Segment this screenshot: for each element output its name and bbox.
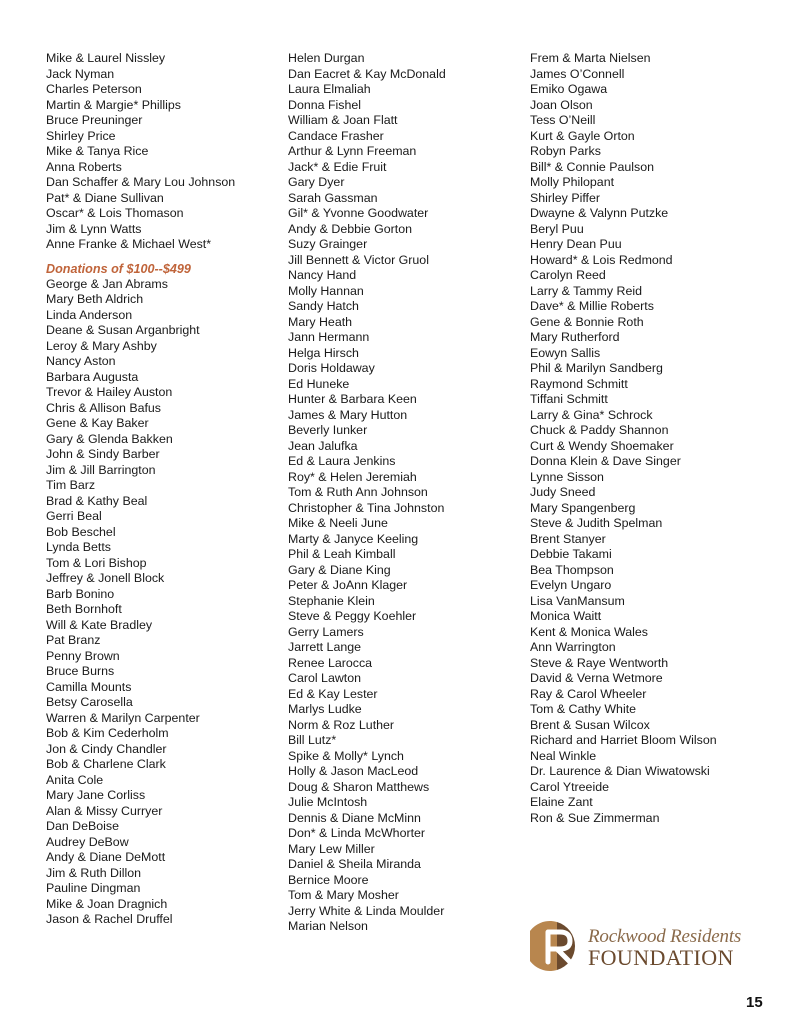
donor-name: Deane & Susan Arganbright: [46, 323, 200, 337]
donor-name: Mary Rutherford: [530, 330, 620, 344]
donor-list-continued: [46, 51, 235, 253]
donor-name: Gene & Kay Baker: [46, 416, 149, 430]
donor-name: Emiko Ogawa: [530, 82, 608, 96]
donor-name: Beverly Iunker: [288, 423, 368, 437]
donor-name: Gerri Beal: [46, 509, 102, 523]
donor-name: Gerry Lamers: [288, 624, 364, 639]
donor-name: Anita Cole: [46, 772, 104, 787]
donor-name: Larry & Tammy Reid: [530, 283, 643, 298]
donor-name: Debbie Takami: [530, 547, 612, 561]
donor-name: Warren & Marilyn Carpenter: [46, 710, 200, 725]
donor-name: Brad & Kathy Beal: [46, 493, 148, 508]
donor-name: Tom & Lori Bishop: [46, 555, 147, 570]
donor-name: Shirley Piffer: [530, 190, 601, 205]
donor-name: Chris & Allison Bafus: [46, 400, 162, 415]
donor-name: Audrey DeBow: [46, 834, 129, 849]
donor-name: William & Joan Flatt: [288, 113, 398, 127]
donor-column-3: [530, 51, 717, 826]
donor-name: Joan Olson: [530, 97, 593, 112]
donor-name: Peter & JoAnn Klager: [288, 578, 408, 592]
donor-name: Jill Bennett & Victor Gruol: [288, 252, 429, 267]
donor-column-2: [288, 51, 446, 935]
donor-name: Donna Klein & Dave Singer: [530, 454, 681, 468]
donor-name: Ray & Carol Wheeler: [530, 686, 647, 701]
donor-name: Anna Roberts: [46, 159, 122, 174]
donor-name: Richard and Harriet Bloom Wilson: [530, 733, 717, 747]
donor-name: Judy Sneed: [530, 485, 596, 499]
donor-name: Bob & Charlene Clark: [46, 757, 166, 771]
donor-name: Curt & Wendy Shoemaker: [530, 438, 674, 453]
donor-name: Renee Larocca: [288, 655, 373, 670]
donor-name: Phil & Marilyn Sandberg: [530, 361, 663, 375]
donor-name: Jann Hermann: [288, 330, 370, 344]
donor-name: Brent & Susan Wilcox: [530, 717, 650, 732]
donor-name: Carol Ytreeide: [530, 779, 609, 794]
donor-name: Laura Elmaliah: [288, 82, 371, 96]
donor-name: Gary Dyer: [288, 175, 345, 189]
donor-name: Tom & Cathy White: [530, 702, 637, 716]
donor-name: Bruce Preuninger: [46, 113, 143, 127]
donor-name: James O’Connell: [530, 66, 625, 81]
donor-name: Marian Nelson: [288, 919, 368, 933]
donor-name: Jim & Lynn Watts: [46, 221, 142, 236]
donor-list-100-499: [46, 277, 235, 928]
donor-name: Dan Eacret & Kay McDonald: [288, 66, 446, 81]
donor-name: Evelyn Ungaro: [530, 578, 612, 592]
donor-name: Anne Franke & Michael West*: [46, 237, 212, 251]
donor-name: Leroy & Mary Ashby: [46, 338, 157, 353]
donor-name: Gary & Glenda Bakken: [46, 431, 173, 446]
donor-name: Ann Warrington: [530, 640, 616, 654]
donor-name: Andy & Diane DeMott: [46, 850, 166, 864]
donor-name: Kent & Monica Wales: [530, 624, 648, 639]
donor-name: Ed Huneke: [288, 376, 350, 391]
donor-name: Jon & Cindy Chandler: [46, 741, 167, 756]
donor-name: Steve & Raye Wentworth: [530, 655, 669, 670]
donor-name: Doug & Sharon Matthews: [288, 779, 430, 794]
donor-name: Martin & Margie* Phillips: [46, 97, 181, 112]
foundation-logo: [528, 918, 758, 974]
donor-name: Nancy Aston: [46, 354, 116, 368]
donor-name: Phil & Leah Kimball: [288, 547, 396, 561]
donor-name: Jason & Rachel Druffel: [46, 912, 173, 926]
donor-name: Tom & Mary Mosher: [288, 888, 399, 902]
donor-name: Julie McIntosh: [288, 795, 368, 809]
donor-name: Jeffrey & Jonell Block: [46, 571, 165, 585]
donor-name: Spike & Molly* Lynch: [288, 748, 404, 763]
donor-name: Henry Dean Puu: [530, 237, 622, 251]
donor-name: Elaine Zant: [530, 795, 593, 809]
logo-text-line1: Rockwood Residents: [588, 926, 742, 947]
donor-name: Suzy Grainger: [288, 237, 368, 251]
donor-name: Mary Beth Aldrich: [46, 292, 144, 306]
donor-name: Ron & Sue Zimmerman: [530, 810, 660, 825]
donor-name: Betsy Carosella: [46, 695, 133, 709]
donor-name: Shirley Price: [46, 128, 116, 143]
donor-name: Tim Barz: [46, 478, 96, 492]
donor-name: Norm & Roz Luther: [288, 717, 395, 732]
donor-name: Charles Peterson: [46, 82, 142, 96]
donor-name: Helga Hirsch: [288, 345, 359, 360]
donor-name: Steve & Judith Spelman: [530, 516, 663, 530]
donor-name: Brent Stanyer: [530, 531, 606, 546]
donor-name: Bea Thompson: [530, 562, 614, 577]
donor-name: Mary Lew Miller: [288, 841, 375, 856]
donor-name: Bernice Moore: [288, 872, 369, 887]
donor-name: Pauline Dingman: [46, 881, 141, 895]
donor-name: Steve & Peggy Koehler: [288, 609, 417, 623]
donor-name: Kurt & Gayle Orton: [530, 128, 635, 143]
donor-name: Jim & Ruth Dillon: [46, 865, 142, 880]
donor-name: Ed & Laura Jenkins: [288, 454, 396, 468]
donor-name: Jarrett Lange: [288, 640, 362, 654]
donor-name: James & Mary Hutton: [288, 407, 408, 422]
donor-name: Marlys Ludke: [288, 702, 362, 716]
donor-name: Dan DeBoise: [46, 819, 120, 833]
donor-name: Lynne Sisson: [530, 469, 604, 484]
donor-name: Daniel & Sheila Miranda: [288, 857, 421, 871]
donor-name: Tom & Ruth Ann Johnson: [288, 485, 428, 499]
donor-name: Roy* & Helen Jeremiah: [288, 469, 417, 484]
donor-name: Sandy Hatch: [288, 299, 359, 313]
donor-name: Pat* & Diane Sullivan: [46, 190, 164, 205]
donor-name: Bruce Burns: [46, 664, 115, 678]
donor-name: Dave* & Millie Roberts: [530, 299, 654, 313]
donor-name: Larry & Gina* Schrock: [530, 407, 653, 422]
donor-name: Nancy Hand: [288, 268, 357, 282]
donor-name: Jean Jalufka: [288, 438, 358, 453]
donor-name: Alan & Missy Curryer: [46, 803, 163, 818]
donor-name: Ed & Kay Lester: [288, 686, 378, 701]
donor-name: Hunter & Barbara Keen: [288, 392, 417, 406]
donor-name: Eowyn Sallis: [530, 345, 601, 360]
donor-name: Jerry White & Linda Moulder: [288, 903, 445, 918]
section-heading-100-499: Donations of $100--$499: [46, 261, 191, 276]
donor-name: Dwayne & Valynn Putzke: [530, 206, 669, 220]
logo-text-line2: FOUNDATION: [588, 945, 734, 970]
donor-name: Tiffani Schmitt: [530, 392, 608, 406]
donor-name: Helen Durgan: [288, 51, 365, 65]
donor-name: Lynda Betts: [46, 540, 111, 554]
donor-name: Will & Kate Bradley: [46, 617, 153, 632]
donor-name: George & Jan Abrams: [46, 276, 168, 291]
donor-name: Doris Holdaway: [288, 361, 375, 375]
donor-column-1: [46, 51, 235, 928]
donor-name: Gary & Diane King: [288, 562, 391, 577]
donor-name: Camilla Mounts: [46, 679, 132, 694]
donor-name: Holly & Jason MacLeod: [288, 764, 419, 778]
donor-name: Gene & Bonnie Roth: [530, 314, 644, 329]
donor-name: Mary Jane Corliss: [46, 788, 146, 802]
donor-name: Jack Nyman: [46, 66, 115, 81]
donor-name: Beth Bornhoft: [46, 602, 122, 616]
donor-name: Raymond Schmitt: [530, 376, 628, 391]
donor-name: Jim & Jill Barrington: [46, 462, 156, 477]
donor-name: Monica Waitt: [530, 609, 602, 623]
donor-name: Tess O’Neill: [530, 113, 596, 127]
donor-name: Mike & Joan Dragnich: [46, 896, 168, 911]
donor-name: Bill* & Connie Paulson: [530, 159, 654, 174]
donor-name: Bob & Kim Cederholm: [46, 726, 169, 740]
donor-name: Penny Brown: [46, 648, 120, 663]
donor-name: Mary Heath: [288, 314, 353, 329]
donor-name: Mike & Laurel Nissley: [46, 51, 166, 65]
donor-name: Frem & Marta Nielsen: [530, 51, 651, 65]
donor-name: Carol Lawton: [288, 671, 362, 685]
donor-name: Dr. Laurence & Dian Wiwatowski: [530, 764, 710, 778]
donor-name: Sarah Gassman: [288, 190, 378, 205]
page-number: 15: [746, 994, 763, 1011]
logo-mark-icon: [530, 920, 584, 972]
donor-name: Mike & Tanya Rice: [46, 144, 149, 158]
donor-name: Barbara Augusta: [46, 369, 139, 384]
donor-name: Arthur & Lynn Freeman: [288, 144, 417, 158]
donor-name: Carolyn Reed: [530, 268, 606, 282]
donor-name: Dan Schaffer & Mary Lou Johnson: [46, 175, 236, 189]
donor-name: Neal Winkle: [530, 748, 597, 763]
donor-name: Linda Anderson: [46, 307, 133, 322]
donor-name: Mary Spangenberg: [530, 500, 636, 515]
donor-name: Trevor & Hailey Auston: [46, 385, 173, 399]
donor-name: Pat Branz: [46, 633, 101, 647]
donor-name: Howard* & Lois Redmond: [530, 252, 673, 267]
donor-name: Molly Hannan: [288, 283, 364, 298]
donor-name: Robyn Parks: [530, 144, 601, 158]
donor-name: Barb Bonino: [46, 586, 115, 601]
donor-name: Mike & Neeli June: [288, 516, 388, 530]
donor-name: Beryl Puu: [530, 221, 584, 236]
donor-name: Stephanie Klein: [288, 593, 375, 608]
donor-name: Marty & Janyce Keeling: [288, 531, 419, 546]
donor-name: Bob Beschel: [46, 524, 116, 539]
donor-name: Jack* & Edie Fruit: [288, 159, 387, 174]
donor-name: David & Verna Wetmore: [530, 671, 663, 685]
donor-name: Gil* & Yvonne Goodwater: [288, 206, 429, 220]
donor-name: Lisa VanMansum: [530, 593, 625, 608]
donor-name: Chuck & Paddy Shannon: [530, 423, 669, 437]
donor-name: Andy & Debbie Gorton: [288, 221, 412, 236]
donor-name: Bill Lutz*: [288, 733, 337, 747]
donor-name: Christopher & Tina Johnston: [288, 500, 445, 515]
donor-name: John & Sindy Barber: [46, 447, 160, 461]
donor-name: Molly Philopant: [530, 175, 615, 189]
donor-name: Oscar* & Lois Thomason: [46, 206, 184, 220]
donor-name: Donna Fishel: [288, 97, 362, 112]
donor-name: Don* & Linda McWhorter: [288, 826, 426, 840]
donor-name: Dennis & Diane McMinn: [288, 810, 421, 825]
donor-name: Candace Frasher: [288, 128, 384, 143]
